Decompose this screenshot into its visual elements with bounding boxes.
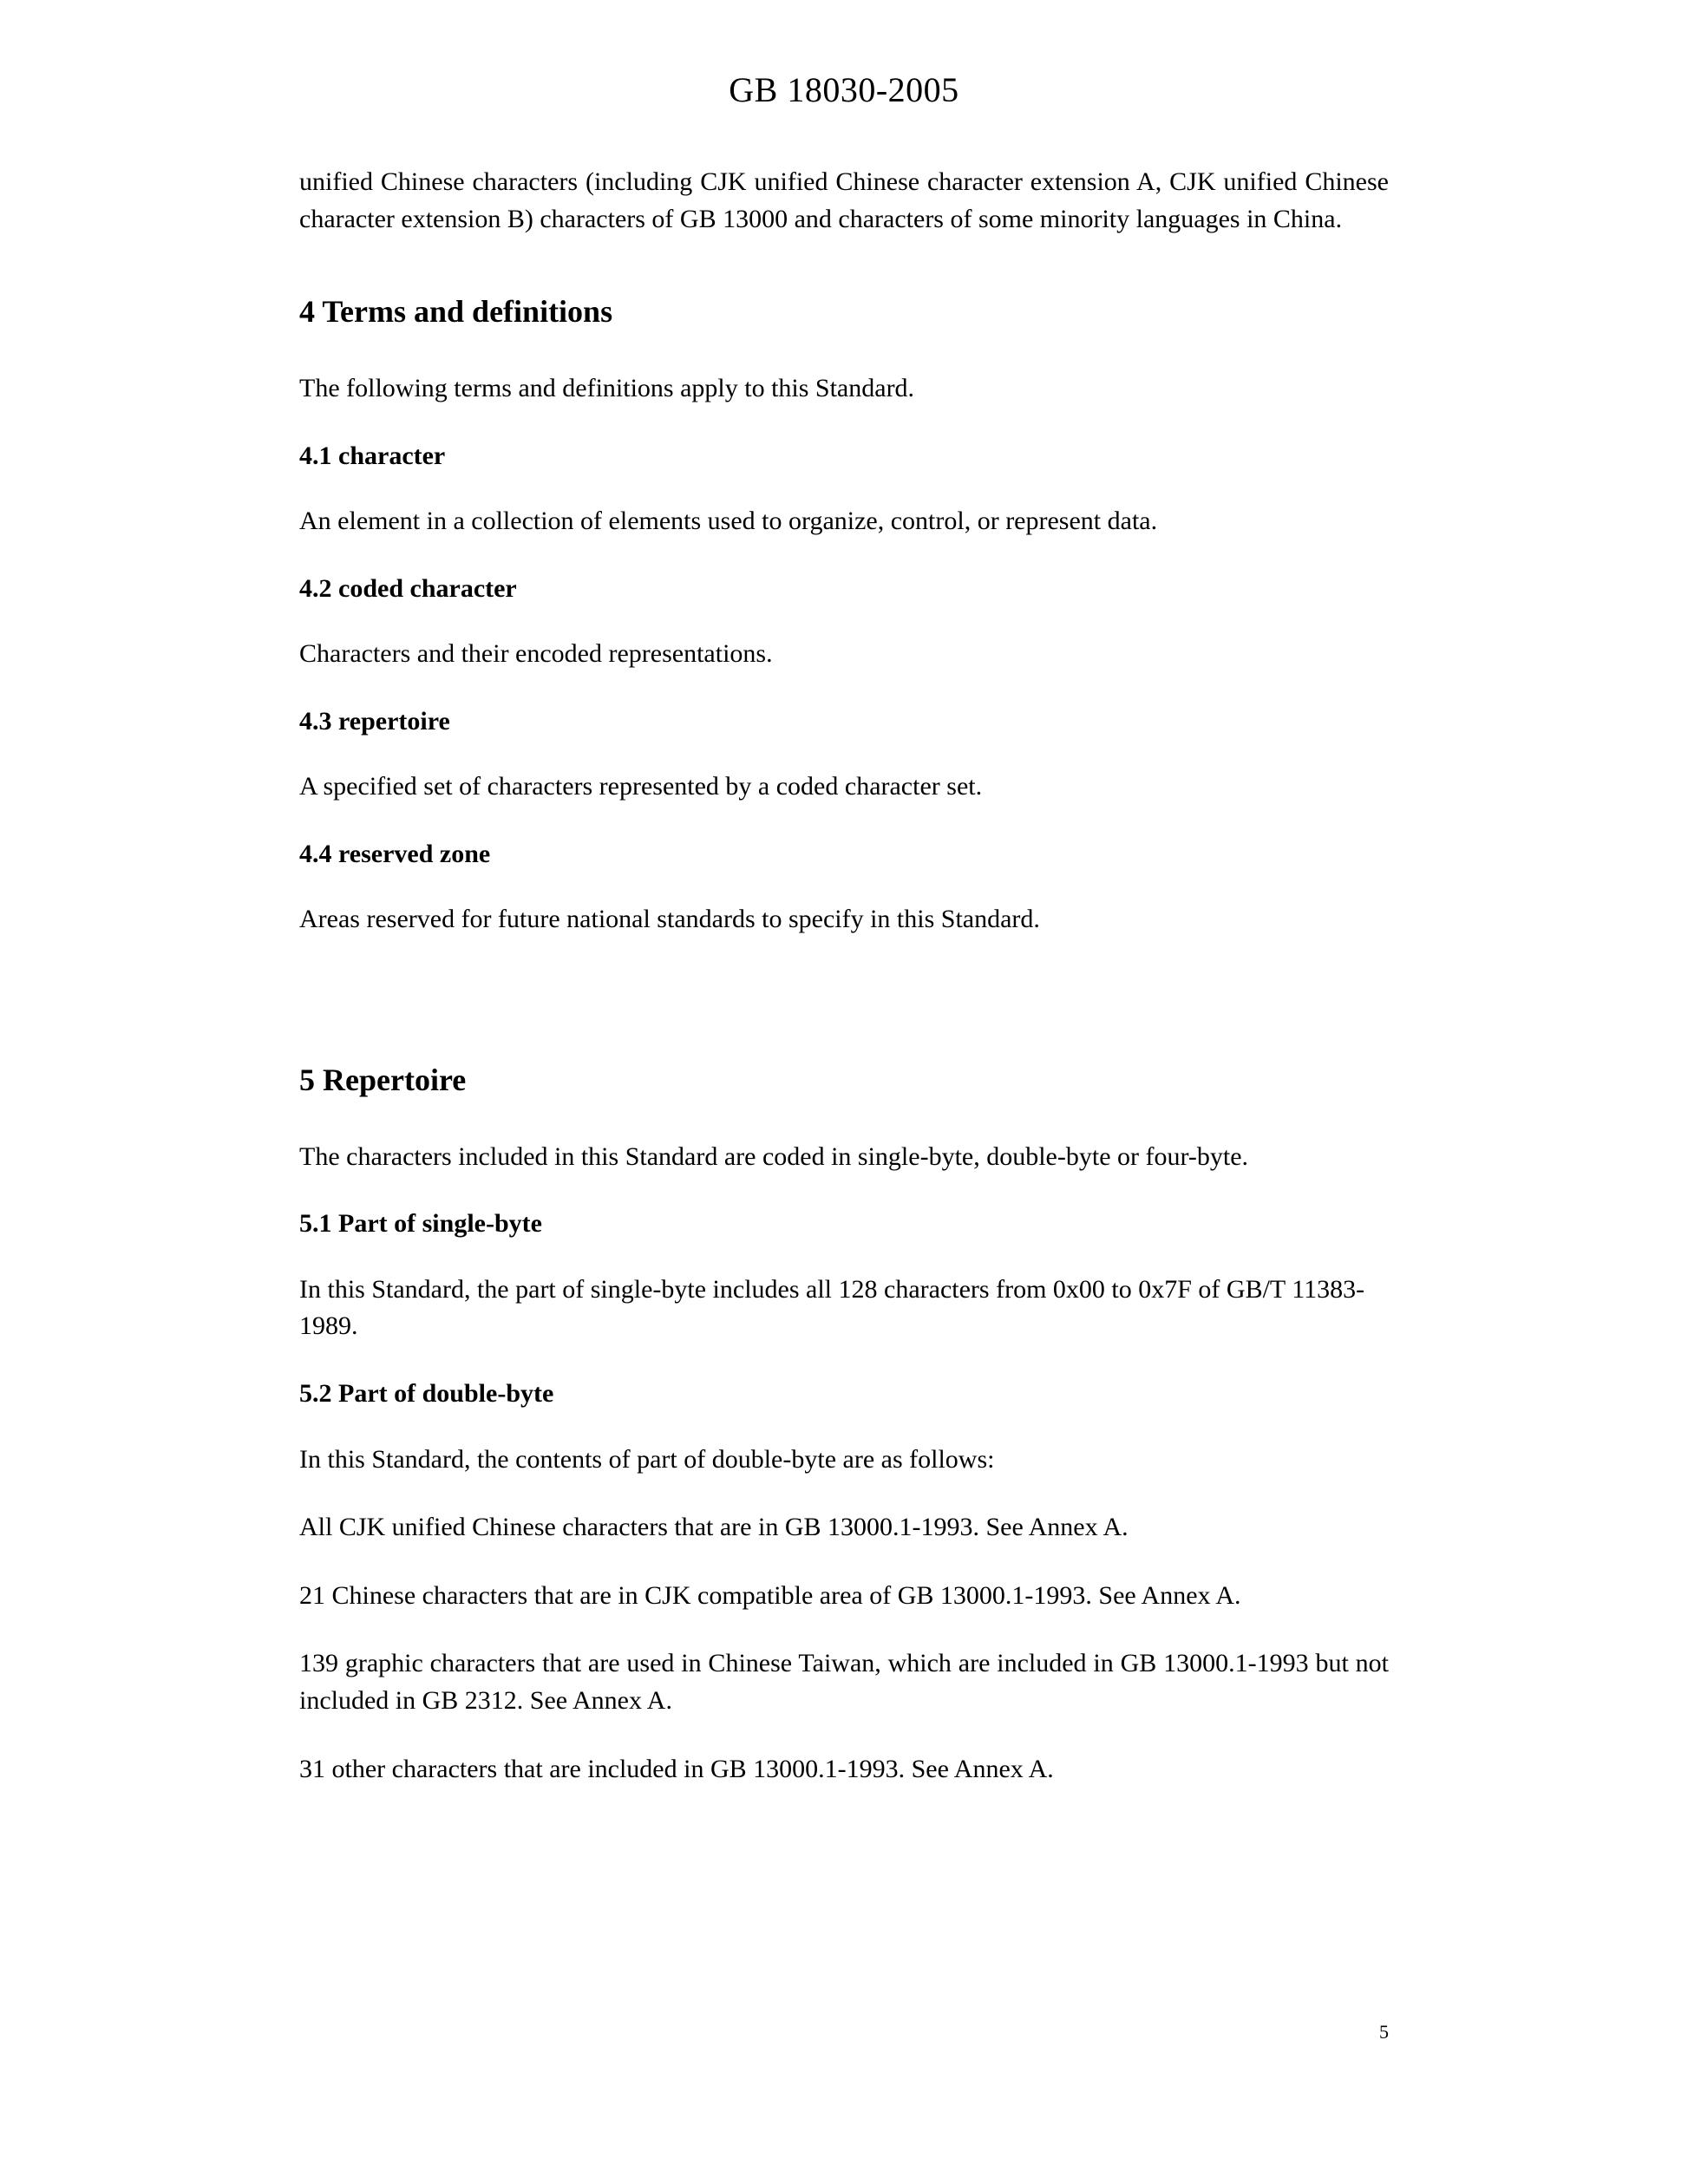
subsection-title-5-1-part-of-single-byte: 5.1 Part of single-byte xyxy=(299,1209,542,1239)
page-content xyxy=(299,69,1389,1819)
subsection-body-5-1-part-of-single-byte: In this Standard, the part of single-byte includes all 128 characters from 0x00 to 0x7F of GB/T 11383-1989. xyxy=(299,1274,1365,1341)
repertoire-item-graphic-characters: 139 graphic characters that are used in Chinese Taiwan, which are included in GB 13000.1-1993 but not included in GB 2312. See Annex A. xyxy=(299,1649,1389,1715)
subsection-title-4-3-repertoire: 4.3 repertoire xyxy=(299,706,450,736)
subsection-body-4-2-coded-character: Characters and their encoded representations. xyxy=(299,639,773,669)
section-heading-terms-and-definitions: 4 Terms and definitions xyxy=(299,294,613,330)
document-header-title: GB 18030-2005 xyxy=(729,70,959,109)
subsection-title-4-4-reserved-zone: 4.4 reserved zone xyxy=(299,839,491,868)
intro-paragraph: unified Chinese characters (including CJK unified Chinese character extension A, CJK unified Chinese character extension B) characters of GB 13000 and characters of some minority languages in China. xyxy=(299,167,1389,233)
repertoire-item-other-characters: 31 other characters that are included in GB 13000.1-1993. See Annex A. xyxy=(299,1754,1054,1783)
subsection-title-5-2-part-of-double-byte: 5.2 Part of double-byte xyxy=(299,1379,554,1409)
section-heading-repertoire: 5 Repertoire xyxy=(299,1062,467,1097)
section-lead-repertoire: The characters included in this Standard are coded in single-byte, double-byte or four-byte. xyxy=(299,1141,1249,1171)
page-number: 5 xyxy=(1379,2021,1389,2043)
subsection-title-4-1-character: 4.1 character xyxy=(299,441,446,470)
subsection-body-4-4-reserved-zone: Areas reserved for future national standards to specify in this Standard. xyxy=(299,905,1040,934)
subsection-body-5-2-part-of-double-byte: In this Standard, the contents of part of double-byte are as follows: xyxy=(299,1444,995,1474)
subsection-title-4-2-coded-character: 4.2 coded character xyxy=(299,573,517,603)
subsection-body-4-3-repertoire: A specified set of characters represented by a coded character set. xyxy=(299,772,983,801)
repertoire-item-cjk-compatible: 21 Chinese characters that are in CJK compatible area of GB 13000.1-1993. See Annex A. xyxy=(299,1580,1241,1610)
subsection-body-4-1-character: An element in a collection of elements used to organize, control, or represent data. xyxy=(299,507,1158,536)
section-lead-terms-and-definitions: The following terms and definitions apply to this Standard. xyxy=(299,373,915,402)
repertoire-item-cjk-unified: All CJK unified Chinese characters that are in GB 13000.1-1993. See Annex A. xyxy=(299,1513,1129,1542)
section-spacer xyxy=(299,970,1389,999)
